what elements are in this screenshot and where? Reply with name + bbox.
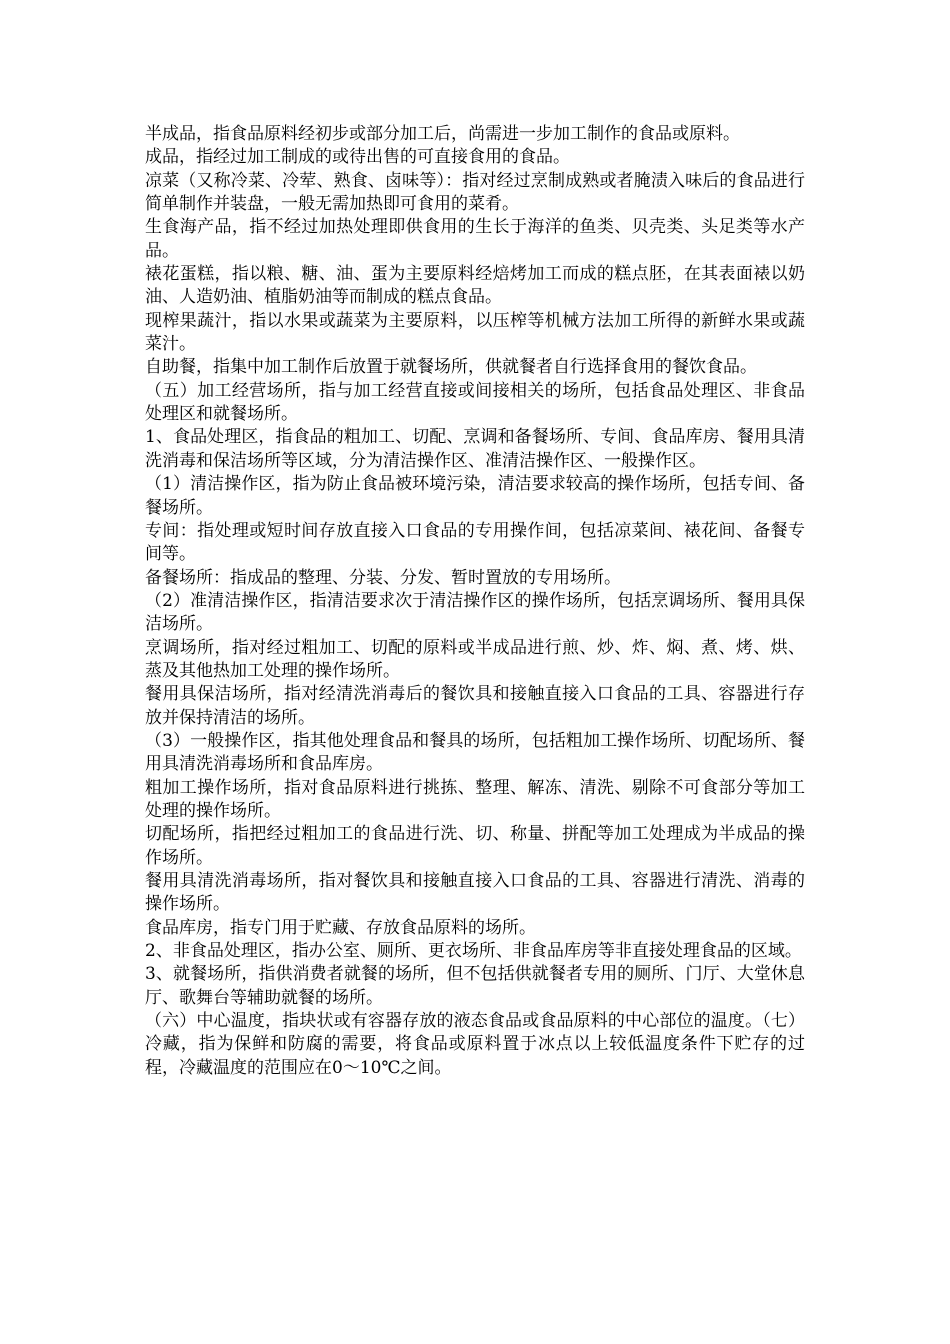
paragraph-raw-seafood: 生食海产品，指不经过加热处理即供食用的生长于海洋的鱼类、贝壳类、头足类等水产品。 [145,217,805,261]
paragraph-rough-processing-area: 粗加工操作场所，指对食品原料进行挑拣、整理、解冻、清洗、剔除不可食部分等加工处理的操作场所。 [145,777,805,821]
paragraph-general-operation-area: （3）一般操作区，指其他处理食品和餐具的场所，包括粗加工操作场所、切配场所、餐用具清洗消毒场所和食品库房。 [145,730,805,775]
paragraph-dedicated-room: 专间：指处理或短时间存放直接入口食品的专用操作间，包括凉菜间、裱花间、备餐专间等。 [145,520,805,565]
paragraph-non-food-area: 2、非食品处理区，指办公室、厕所、更衣场所、非食品库房等非直接处理食品的区域。 [145,941,802,962]
paragraph-cold-dishes: 凉菜（又称冷菜、冷荤、熟食、卤味等）：指对经过烹制成熟或者腌渍入味后的食品进行简单制作并装盘，一般无需加热即可食用的菜肴。 [145,170,805,215]
paragraph-meal-prep-area: 备餐场所：指成品的整理、分装、分发、暂时置放的专用场所。 [145,567,621,588]
paragraph-decorated-cake: 裱花蛋糕，指以粮、糖、油、蛋为主要原料经焙烤加工而成的糕点胚，在其表面裱以奶油、人造奶油、植脂奶油等而制成的糕点食品。 [145,264,805,308]
paragraph-semi-clean-area: （2）准清洁操作区，指清洁要求次于清洁操作区的操作场所，包括烹调场所、餐用具保洁场所。 [145,590,805,635]
paragraph-clean-operation-area: （1）清洁操作区，指为防止食品被环境污染，清洁要求较高的操作场所，包括专间、备餐场所。 [145,474,805,518]
paragraph-food-processing-area: 1、食品处理区，指食品的粗加工、切配、烹调和备餐场所、专间、食品库房、餐用具清洗消毒和保洁场所等区域，分为清洁操作区、准清洁操作区、一般操作区。 [145,427,805,471]
paragraph-fresh-juice: 现榨果蔬汁，指以水果或蔬菜为主要原料，以压榨等机械方法加工所得的新鲜水果或蔬菜汁。 [145,310,805,355]
paragraph-core-temperature-refrigeration: （六）中心温度，指块状或有容器存放的液态食品或食品原料的中心部位的温度。（七）冷藏，指为保鲜和防腐的需要，将食品或原料置于冰点以上较低温度条件下贮存的过程，冷藏温度的范围应在0～10℃之间。 [145,1011,805,1078]
paragraph-utensil-storage-area: 餐用具保洁场所，指对经清洗消毒后的餐饮具和接触直接入口食品的工具、容器进行存放并保持清洁的场所。 [145,684,805,728]
paragraph-food-warehouse: 食品库房，指专门用于贮藏、存放食品原料的场所。 [145,917,536,938]
document-page [145,123,805,1080]
paragraph-utensil-cleaning-area: 餐用具清洗消毒场所，指对餐饮具和接触直接入口食品的工具、容器进行清洗、消毒的操作场所。 [145,871,805,915]
paragraph-section-five: （五）加工经营场所，指与加工经营直接或间接相关的场所，包括食品处理区、非食品处理区和就餐场所。 [145,380,805,425]
paragraph-dining-area: 3、就餐场所，指供消费者就餐的场所，但不包括供就餐者专用的厕所、门厅、大堂休息厅、歌舞台等辅助就餐的场所。 [145,964,805,1008]
paragraph-cooking-area: 烹调场所，指对经过粗加工、切配的原料或半成品进行煎、炒、炸、焖、煮、烤、烘、蒸及其他热加工处理的操作场所。 [145,637,805,681]
paragraph-cutting-area: 切配场所，指把经过粗加工的食品进行洗、切、称量、拼配等加工处理成为半成品的操作场所。 [145,824,805,868]
paragraph-finished-product: 成品，指经过加工制成的或待出售的可直接食用的食品。 [145,147,570,168]
paragraph-buffet: 自助餐，指集中加工制作后放置于就餐场所，供就餐者自行选择食用的餐饮食品。 [145,357,757,378]
paragraph-semi-finished-product: 半成品，指食品原料经初步或部分加工后，尚需进一步加工制作的食品或原料。 [145,124,740,144]
